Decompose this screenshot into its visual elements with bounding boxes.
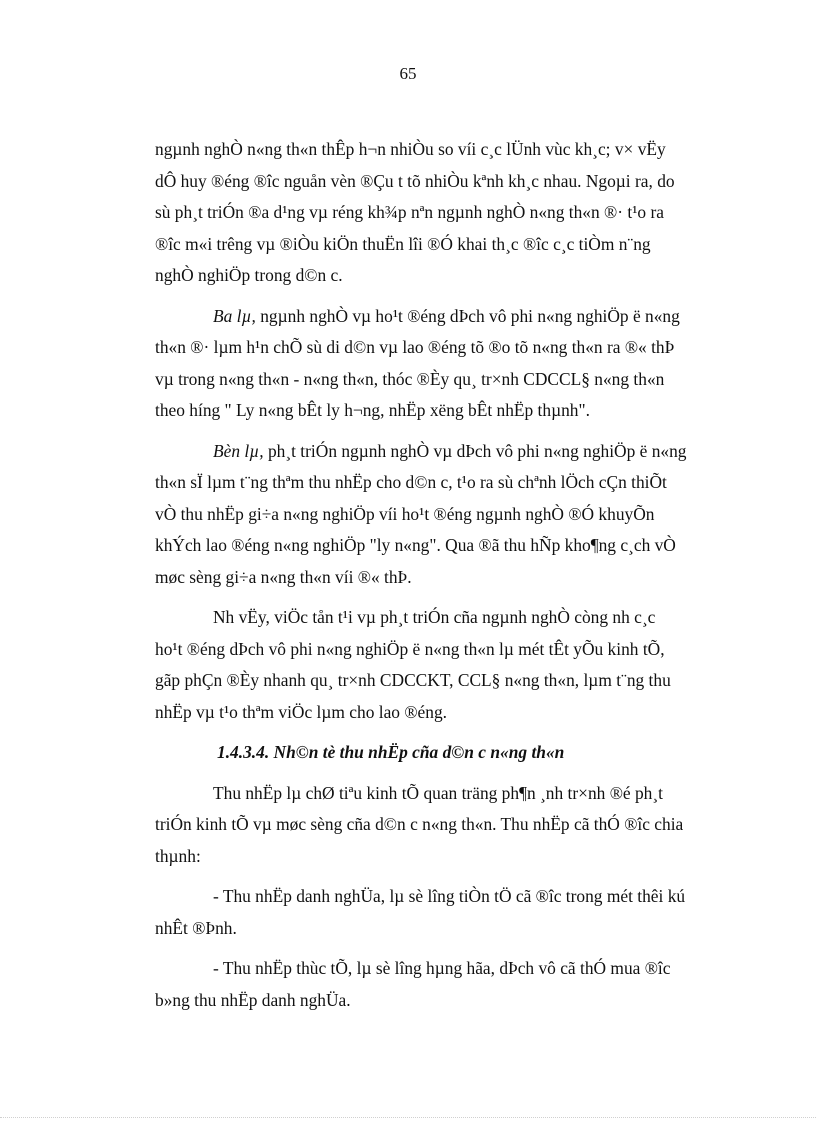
paragraph-6: [155, 881, 741, 944]
text-line: [155, 436, 741, 468]
text-line: ho¹t ®éng dÞch vô phi n«ng nghiÖp ë n«ng th«n lµ mét tÊt yÕu kinh tÕ,: [155, 638, 665, 659]
paragraph-5: [155, 778, 741, 873]
paragraph-first-line: ph¸t triÓn ngµnh nghÒ vµ dÞch vô phi n«ng nghiÖp ë n«ng: [263, 440, 687, 461]
text-line: vÒ thu nhËp gi÷a n«ng nghiÖp víi ho¹t ®éng ngµnh nghÒ ®Ó khuyÕn: [155, 503, 655, 524]
paragraph-7: [155, 953, 741, 1016]
text-line: triÓn kinh tÕ vµ møc sèng cña d©n c n«ng th«n. Thu nhËp cã thÓ ®îc chia: [155, 814, 684, 834]
text-line: nghÒ nghiÖp trong d©n c.: [155, 265, 343, 285]
text-line: ngµnh nghÒ n«ng th«n thÊp h¬n nhiÒu so víi c¸c lÜnh vùc kh¸c; v× vËy: [155, 139, 666, 159]
text-line: theo híng " Ly n«ng bÊt ly h¬ng, nhËp xëng bÊt nhËp thµnh".: [155, 400, 590, 420]
text-line: th«n ®· lµm h¹n chÕ sù di d©n vµ lao ®éng tõ ®o tõ n«ng th«n ra ®« thÞ: [155, 337, 675, 357]
text-line: vµ trong n«ng th«n - n«ng th«n, thóc ®Èy qu¸ tr×nh CDCCL§ n«ng th«n: [155, 368, 665, 389]
text-line: nhËp vµ t¹o thªm viÖc lµm cho lao ®éng.: [155, 701, 448, 722]
text-line: Thu nhËp lµ chØ tiªu kinh tÕ quan träng ph¶n ¸nh tr×nh ®é ph¸t: [213, 782, 663, 803]
text-line: b»ng thu nhËp danh nghÜa.: [155, 989, 351, 1010]
paragraph-4: [155, 602, 741, 728]
text-line: sù ph¸t triÓn ®a d¹ng vµ réng kh¾p nªn ngµnh nghÒ n«ng th«n ®· t¹o ra: [155, 202, 664, 222]
document-body: [155, 134, 741, 1016]
paragraph-3: [155, 436, 741, 594]
paragraph-lead: Bèn lµ,: [213, 440, 264, 461]
paragraph-1: [155, 134, 741, 292]
paragraph-2: [155, 301, 741, 427]
text-line: nhÊt ®Þnh.: [155, 917, 237, 938]
page-bottom-divider: [0, 1117, 816, 1118]
text-line: gãp phÇn ®Èy nhanh qu¸ tr×nh CDCCKT, CCL§ n«ng th«n, lµm t¨ng thu: [155, 670, 671, 690]
paragraph-first-line: ngµnh nghÒ vµ ho¹t ®éng dÞch vô phi n«ng nghiÖp ë n«ng: [255, 305, 680, 326]
text-line: dÔ huy ®éng ®îc nguån vèn ®Çu t tõ nhiÒu kªnh kh¸c nhau. Ngoµi ra, do: [155, 170, 675, 191]
text-line: th«n sÏ lµm t¨ng thªm thu nhËp cho d©n c, t¹o ra sù chªnh lÖch cÇn thiÕt: [155, 472, 667, 492]
page-number: 65: [399, 64, 417, 83]
text-line: thµnh:: [155, 845, 201, 866]
paragraph-lead: Ba lµ,: [213, 305, 256, 326]
text-line: - Thu nhËp thùc tÕ, lµ sè lîng hµng hãa, dÞch vô cã thÓ mua ®îc: [213, 958, 671, 978]
text-line: ®îc m«i trêng vµ ®iÒu kiÖn thuËn lîi ®Ó khai th¸c ®îc c¸c tiÒm n¨ng: [155, 233, 651, 254]
text-line: møc sèng gi÷a n«ng th«n víi ®« thÞ.: [155, 566, 412, 587]
text-line: - Thu nhËp danh nghÜa, lµ sè lîng tiÒn tÖ cã ®îc trong mét thêi kú: [213, 886, 686, 906]
text-line: khÝch lao ®éng n«ng nghiÖp "ly n«ng". Qua ®ã thu hÑp kho¶ng c¸ch vÒ: [155, 535, 676, 555]
section-heading: 1.4.3.4. Nh©n tè thu nhËp cña d©n c n«ng th«n: [217, 742, 565, 762]
text-line: [155, 301, 741, 333]
text-line: Nh vËy, viÖc tån t¹i vµ ph¸t triÓn cña ngµnh nghÒ còng nh c¸c: [213, 607, 656, 627]
